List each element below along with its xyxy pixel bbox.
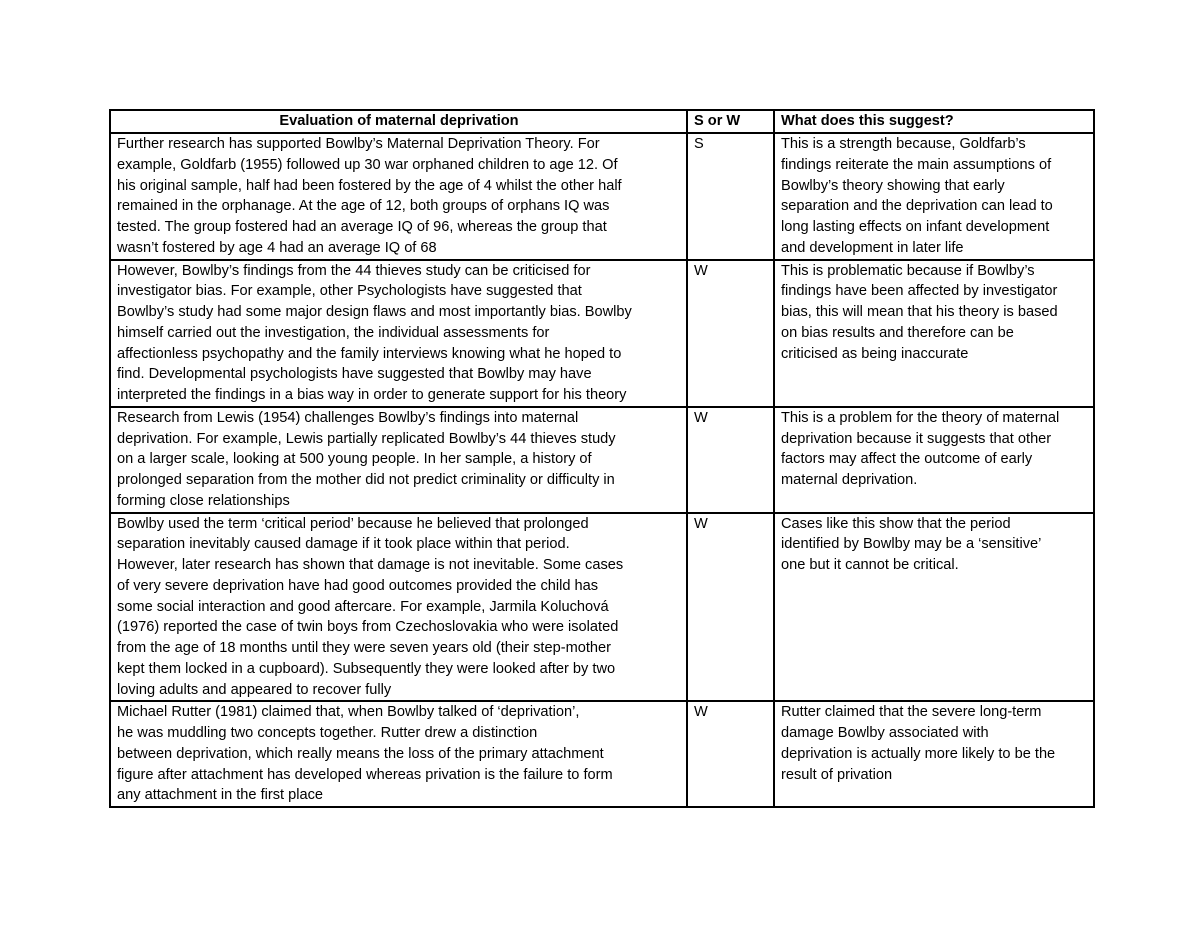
s-or-w-cell: W	[687, 701, 774, 807]
suggestion-cell: Rutter claimed that the severe long-term damage Bowlby associated with deprivation is actually more likely to be the result of privation	[774, 701, 1094, 807]
table-row	[110, 407, 1094, 513]
table-row	[110, 133, 1094, 260]
s-or-w-cell: W	[687, 260, 774, 407]
table-row	[110, 701, 1094, 807]
evaluation-cell: However, Bowlby’s findings from the 44 thieves study can be criticised for investigator bias. For example, other Psychologists have suggested that Bowlby’s study had some major design flaws and most importantly bias. Bowlby himself carried out the investigation, the individual assessments for affectionless psychopathy and the family interviews knowing what he hoped to find. Developmental psychologists have suggested that Bowlby may have interpreted the findings in a bias way in order to generate support for his theory	[110, 260, 687, 407]
s-or-w-cell: W	[687, 407, 774, 513]
header-evaluation: Evaluation of maternal deprivation	[110, 110, 687, 133]
suggestion-cell: This is problematic because if Bowlby’s findings have been affected by investigator bias, this will mean that his theory is based on bias results and therefore can be criticised as being inaccurate	[774, 260, 1094, 407]
header-s-or-w: S or W	[687, 110, 774, 133]
suggestion-cell: Cases like this show that the period identified by Bowlby may be a ‘sensitive’ one but it cannot be critical.	[774, 513, 1094, 702]
evaluation-table	[109, 109, 1095, 808]
s-or-w-cell: W	[687, 513, 774, 702]
s-or-w-cell: S	[687, 133, 774, 260]
table-row	[110, 513, 1094, 702]
evaluation-cell: Further research has supported Bowlby’s Maternal Deprivation Theory. For example, Goldfarb (1955) followed up 30 war orphaned children to age 12. Of his original sample, half had been fostered by the age of 4 whilst the other half remained in the orphanage. At the age of 12, both groups of orphans IQ was tested. The group fostered had an average IQ of 96, whereas the group that wasn’t fostered by age 4 had an average IQ of 68	[110, 133, 687, 260]
evaluation-cell: Research from Lewis (1954) challenges Bowlby’s findings into maternal deprivation. For example, Lewis partially replicated Bowlby’s 44 thieves study on a larger scale, looking at 500 young people. In her sample, a history of prolonged separation from the mother did not predict criminality or difficulty in forming close relationships	[110, 407, 687, 513]
header-suggestion: What does this suggest?	[774, 110, 1094, 133]
evaluation-cell: Michael Rutter (1981) claimed that, when Bowlby talked of ‘deprivation’, he was muddling two concepts together. Rutter drew a distinction between deprivation, which really means the loss of the primary attachment figure after attachment has developed whereas privation is the failure to form any attachment in the first place	[110, 701, 687, 807]
suggestion-cell: This is a strength because, Goldfarb’s findings reiterate the main assumptions of Bowlby’s theory showing that early separation and the deprivation can lead to long lasting effects on infant development and development in later life	[774, 133, 1094, 260]
table-header-row	[110, 110, 1094, 133]
suggestion-cell: This is a problem for the theory of maternal deprivation because it suggests that other factors may affect the outcome of early maternal deprivation.	[774, 407, 1094, 513]
evaluation-cell: Bowlby used the term ‘critical period’ because he believed that prolonged separation inevitably caused damage if it took place within that period. However, later research has shown that damage is not inevitable. Some cases of very severe deprivation have had good outcomes provided the child has some social interaction and good aftercare. For example, Jarmila Koluchová (1976) reported the case of twin boys from Czechoslovakia who were isolated from the age of 18 months until they were seven years old (their step-mother kept them locked in a cupboard). Subsequently they were looked after by two loving adults and appeared to recover fully	[110, 513, 687, 702]
table-row	[110, 260, 1094, 407]
